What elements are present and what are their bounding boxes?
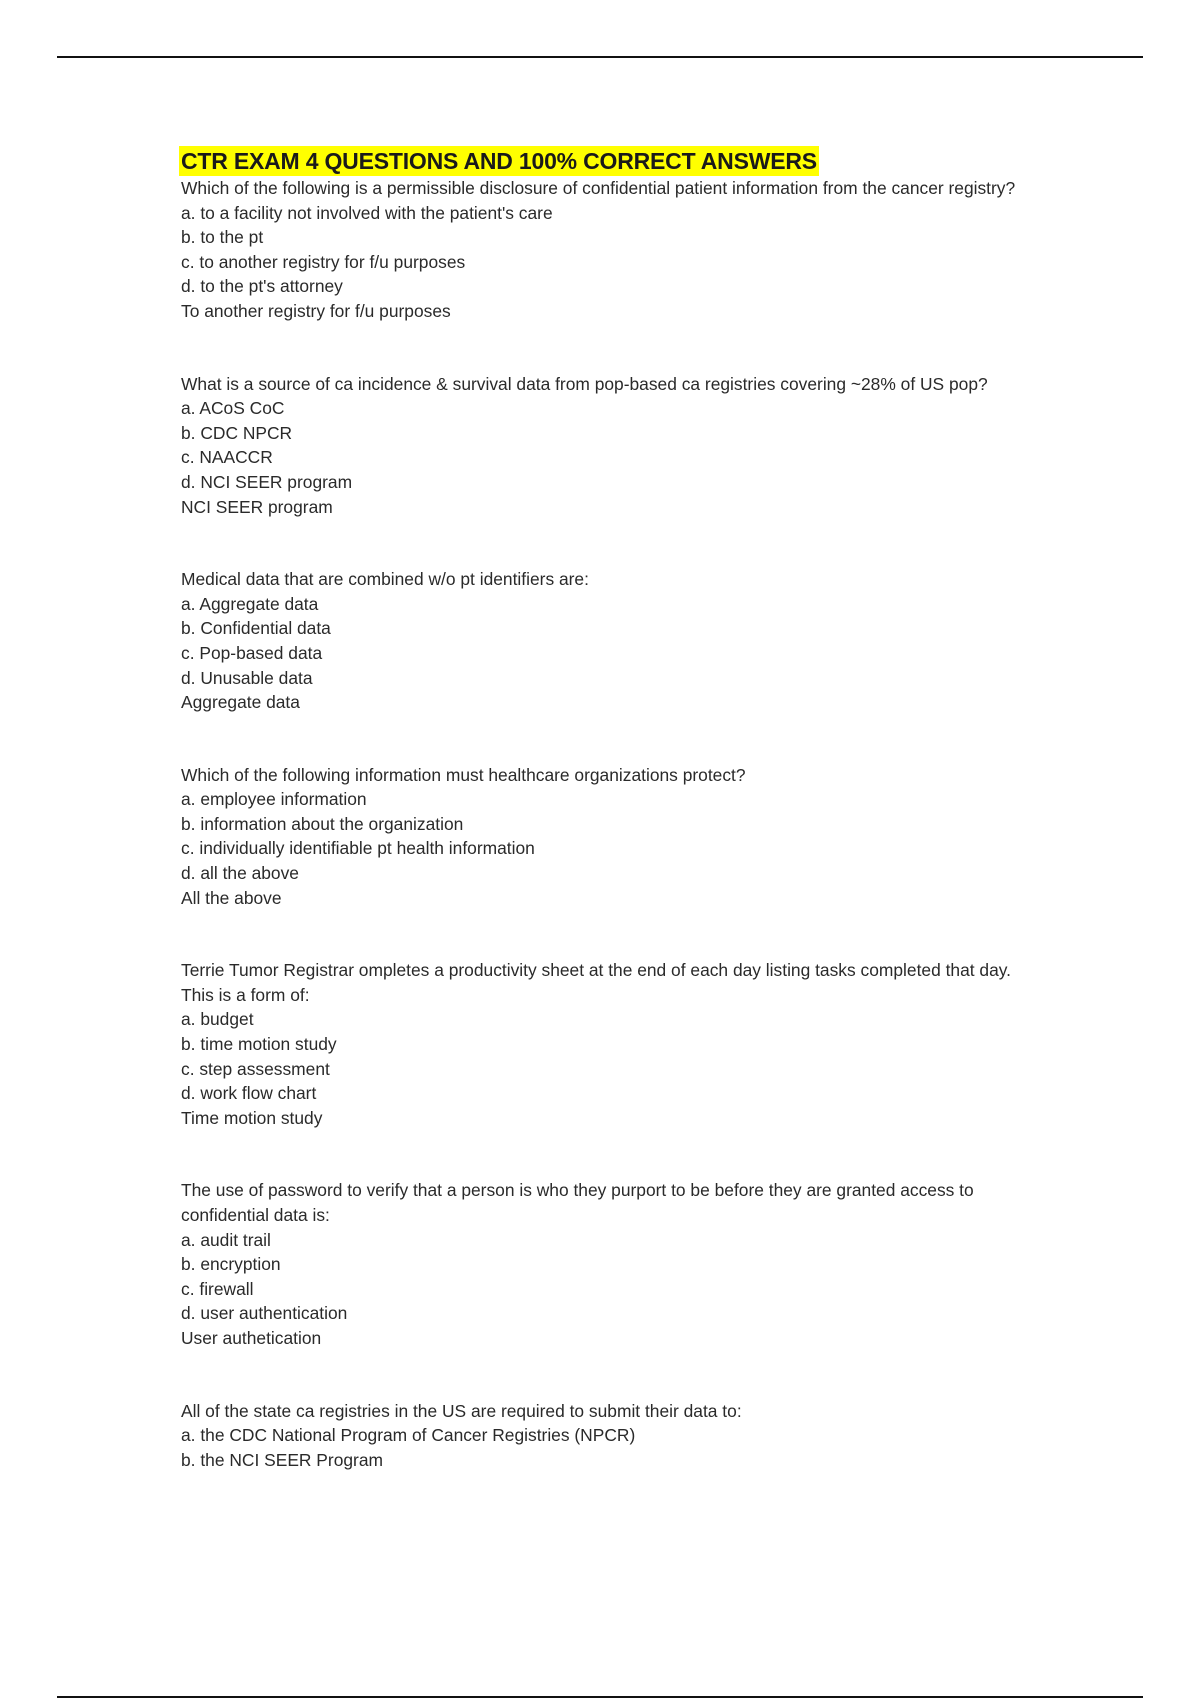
footer-rule (57, 1696, 1143, 1698)
answer-option: d. Unusable data (181, 667, 313, 688)
question-text: Medical data that are combined w/o pt identifiers are: (181, 569, 589, 590)
question-block (181, 176, 1021, 324)
question-block (181, 1178, 1021, 1350)
question-text: All of the state ca registries in the US are required to submit their data to: (181, 1400, 742, 1421)
header-rule (57, 56, 1143, 58)
answer-option: c. step assessment (181, 1058, 330, 1079)
answer-option: a. the CDC National Program of Cancer Registries (NPCR) (181, 1425, 636, 1446)
answer-option: c. NAACCR (181, 447, 273, 468)
answer-option: c. individually identifiable pt health information (181, 838, 535, 859)
answer-option: c. Pop-based data (181, 642, 323, 663)
answer-option: b. Confidential data (181, 618, 331, 639)
answer-option: d. NCI SEER program (181, 471, 353, 492)
question-text: What is a source of ca incidence & survival data from pop-based ca registries covering ~28% of US pop? (181, 373, 988, 394)
answer-option: b. encryption (181, 1254, 281, 1275)
correct-answer: User authetication (181, 1327, 322, 1348)
correct-answer: All the above (181, 887, 282, 908)
correct-answer: NCI SEER program (181, 496, 333, 517)
answer-option: d. all the above (181, 863, 299, 884)
answer-option: b. to the pt (181, 227, 264, 248)
question-text: The use of password to verify that a person is who they purport to be before they are granted access to confidential data is: (181, 1180, 974, 1225)
answer-option: b. CDC NPCR (181, 422, 293, 443)
answer-option: c. firewall (181, 1278, 254, 1299)
correct-answer: To another registry for f/u purposes (181, 300, 451, 321)
answer-option: a. budget (181, 1009, 254, 1030)
answer-option: d. user authentication (181, 1303, 348, 1324)
answer-option: b. information about the organization (181, 813, 464, 834)
answer-option: a. to a facility not involved with the patient's care (181, 202, 553, 223)
question-text: Which of the following information must healthcare organizations protect? (181, 764, 746, 785)
correct-answer: Time motion study (181, 1107, 323, 1128)
answer-option: a. Aggregate data (181, 593, 319, 614)
document-title: CTR EXAM 4 QUESTIONS AND 100% CORRECT ANSWERS (181, 148, 817, 174)
answer-option: b. the NCI SEER Program (181, 1449, 383, 1470)
answer-option: c. to another registry for f/u purposes (181, 251, 466, 272)
correct-answer: Aggregate data (181, 692, 300, 713)
question-block (181, 372, 1021, 520)
question-text: Which of the following is a permissible disclosure of confidential patient information from the cancer registry? (181, 178, 1016, 198)
answer-option: b. time motion study (181, 1034, 337, 1055)
answer-option: d. to the pt's attorney (181, 276, 343, 297)
answer-option: d. work flow chart (181, 1083, 317, 1104)
question-block (181, 958, 1021, 1130)
question-block (181, 763, 1021, 911)
answer-option: a. ACoS CoC (181, 398, 285, 419)
document-body (181, 146, 1021, 1520)
question-block (181, 1399, 1021, 1473)
answer-option: a. audit trail (181, 1229, 271, 1250)
question-text: Terrie Tumor Registrar ompletes a productivity sheet at the end of each day listing tasks completed that day. This is a form of: (181, 960, 1012, 1005)
answer-option: a. employee information (181, 789, 367, 810)
question-block (181, 567, 1021, 715)
